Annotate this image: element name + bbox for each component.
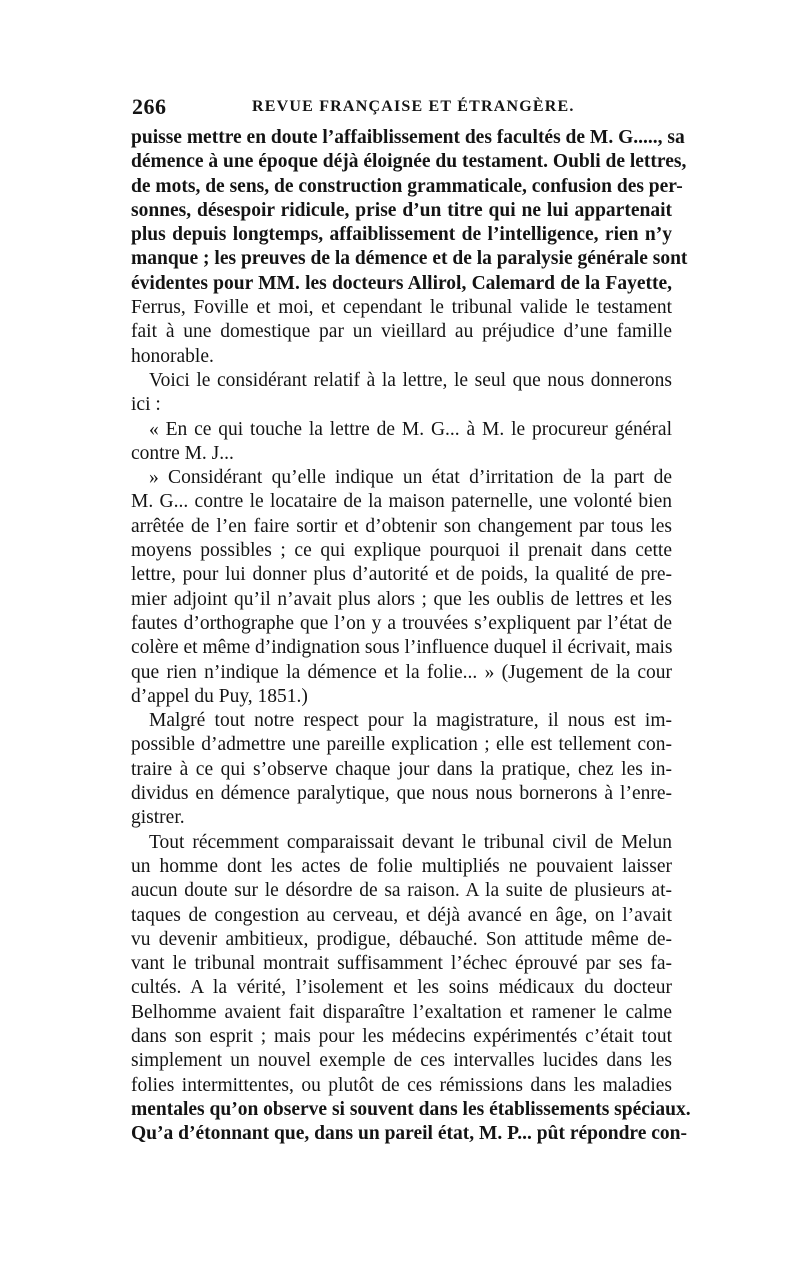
text-line: fautes d’orthographe que l’on y a trouvées s’expliquent par l’état de bbox=[131, 612, 672, 634]
text-line: colère et même d’indignation sous l’influence duquel il écrivait, mais bbox=[131, 637, 673, 659]
text-line: manque ; les preuves de la démence et de la paralysie générale sont bbox=[131, 248, 688, 270]
text-line: taques de congestion au cerveau, et déjà avancé en âge, on l’avait bbox=[131, 904, 672, 926]
page-number: 266 bbox=[132, 94, 167, 119]
text-line: un homme dont les actes de folie multipliés ne pouvaient laisser bbox=[131, 855, 672, 877]
body-text bbox=[131, 126, 691, 1146]
text-line: folies intermittentes, ou plutôt de ces rémissions dans les maladies bbox=[131, 1074, 672, 1096]
text-line: » Considérant qu’elle indique un état d’irritation de la part de bbox=[149, 467, 672, 489]
text-line: mier adjoint qu’il n’avait plus alors ; que les oublis de lettres et les bbox=[131, 588, 672, 610]
text-line: d’appel du Puy, 1851.) bbox=[131, 685, 308, 707]
text-line: lettre, pour lui donner plus d’autorité et de poids, la qualité de pre- bbox=[131, 564, 672, 586]
text-line: Voici le considérant relatif à la lettre, le seul que nous donnerons bbox=[149, 369, 672, 391]
text-line: honorable. bbox=[131, 345, 214, 367]
text-line: fait à une domestique par un vieillard au préjudice d’une famille bbox=[131, 321, 672, 343]
text-line: contre M. J... bbox=[131, 442, 234, 464]
text-line: mentales qu’on observe si souvent dans les établissements spéciaux. bbox=[131, 1098, 691, 1120]
running-title: REVUE FRANÇAISE ET ÉTRANGÈRE. bbox=[252, 98, 575, 115]
text-line: gistrer. bbox=[131, 807, 185, 829]
text-line: dans son esprit ; mais pour les médecins expérimentés c’était tout bbox=[131, 1025, 672, 1047]
text-line: Ferrus, Foville et moi, et cependant le tribunal valide le testament bbox=[131, 297, 672, 319]
text-line: « En ce qui touche la lettre de M. G... à M. le procureur général bbox=[149, 418, 672, 440]
text-line: simplement un nouvel exemple de ces intervalles lucides dans les bbox=[131, 1050, 672, 1072]
text-line: Qu’a d’étonnant que, dans un pareil état, M. P... pût répondre con- bbox=[131, 1123, 687, 1145]
text-line: Belhomme avaient fait disparaître l’exaltation et ramener le calme bbox=[131, 1001, 672, 1023]
page-header bbox=[132, 94, 672, 124]
text-line: puisse mettre en doute l’affaiblissement des facultés de M. G....., sa bbox=[131, 127, 685, 148]
text-line: M. G... contre le locataire de la maison paternelle, une volonté bien bbox=[131, 491, 672, 513]
text-line: traire à ce qui s’observe chaque jour dans la pratique, chez les in- bbox=[131, 758, 672, 780]
text-line: que rien n’indique la démence et la folie... » (Jugement de la cour bbox=[131, 661, 672, 683]
text-line: dividus en démence paralytique, que nous nous bornerons à l’enre- bbox=[131, 783, 672, 805]
text-line: cultés. A la vérité, l’isolement et les soins médicaux du docteur bbox=[131, 977, 672, 999]
text-line: vant le tribunal montrait suffisamment l’échec éprouvé par ses fa- bbox=[131, 953, 672, 975]
text-line: démence à une époque déjà éloignée du testament. Oubli de lettres, bbox=[131, 151, 687, 173]
text-line: plus depuis longtemps, affaiblissement de l’intelligence, rien n’y bbox=[131, 224, 672, 246]
text-line: aucun doute sur le désordre de sa raison. A la suite de plusieurs at- bbox=[131, 880, 672, 902]
text-line: de mots, de sens, de construction grammaticale, confusion des per- bbox=[131, 175, 683, 197]
text-line: arrêtée de l’en faire sortir et d’obtenir son changement par tous les bbox=[131, 515, 672, 537]
text-line: vu devenir ambitieux, prodigue, débauché. Son attitude même de- bbox=[131, 928, 672, 950]
text-line: Tout récemment comparaissait devant le tribunal civil de Melun bbox=[149, 831, 672, 853]
text-line: sonnes, désespoir ridicule, prise d’un titre qui ne lui appartenait bbox=[131, 199, 672, 221]
text-line: ici : bbox=[131, 394, 161, 416]
text-line: évidentes pour MM. les docteurs Allirol, Calemard de la Fayette, bbox=[131, 272, 672, 294]
text-line: possible d’admettre une pareille explication ; elle est tellement con- bbox=[131, 734, 672, 756]
text-line: moyens possibles ; ce qui explique pourquoi il prenait dans cette bbox=[131, 540, 672, 562]
text-line: Malgré tout notre respect pour la magistrature, il nous est im- bbox=[149, 710, 672, 732]
